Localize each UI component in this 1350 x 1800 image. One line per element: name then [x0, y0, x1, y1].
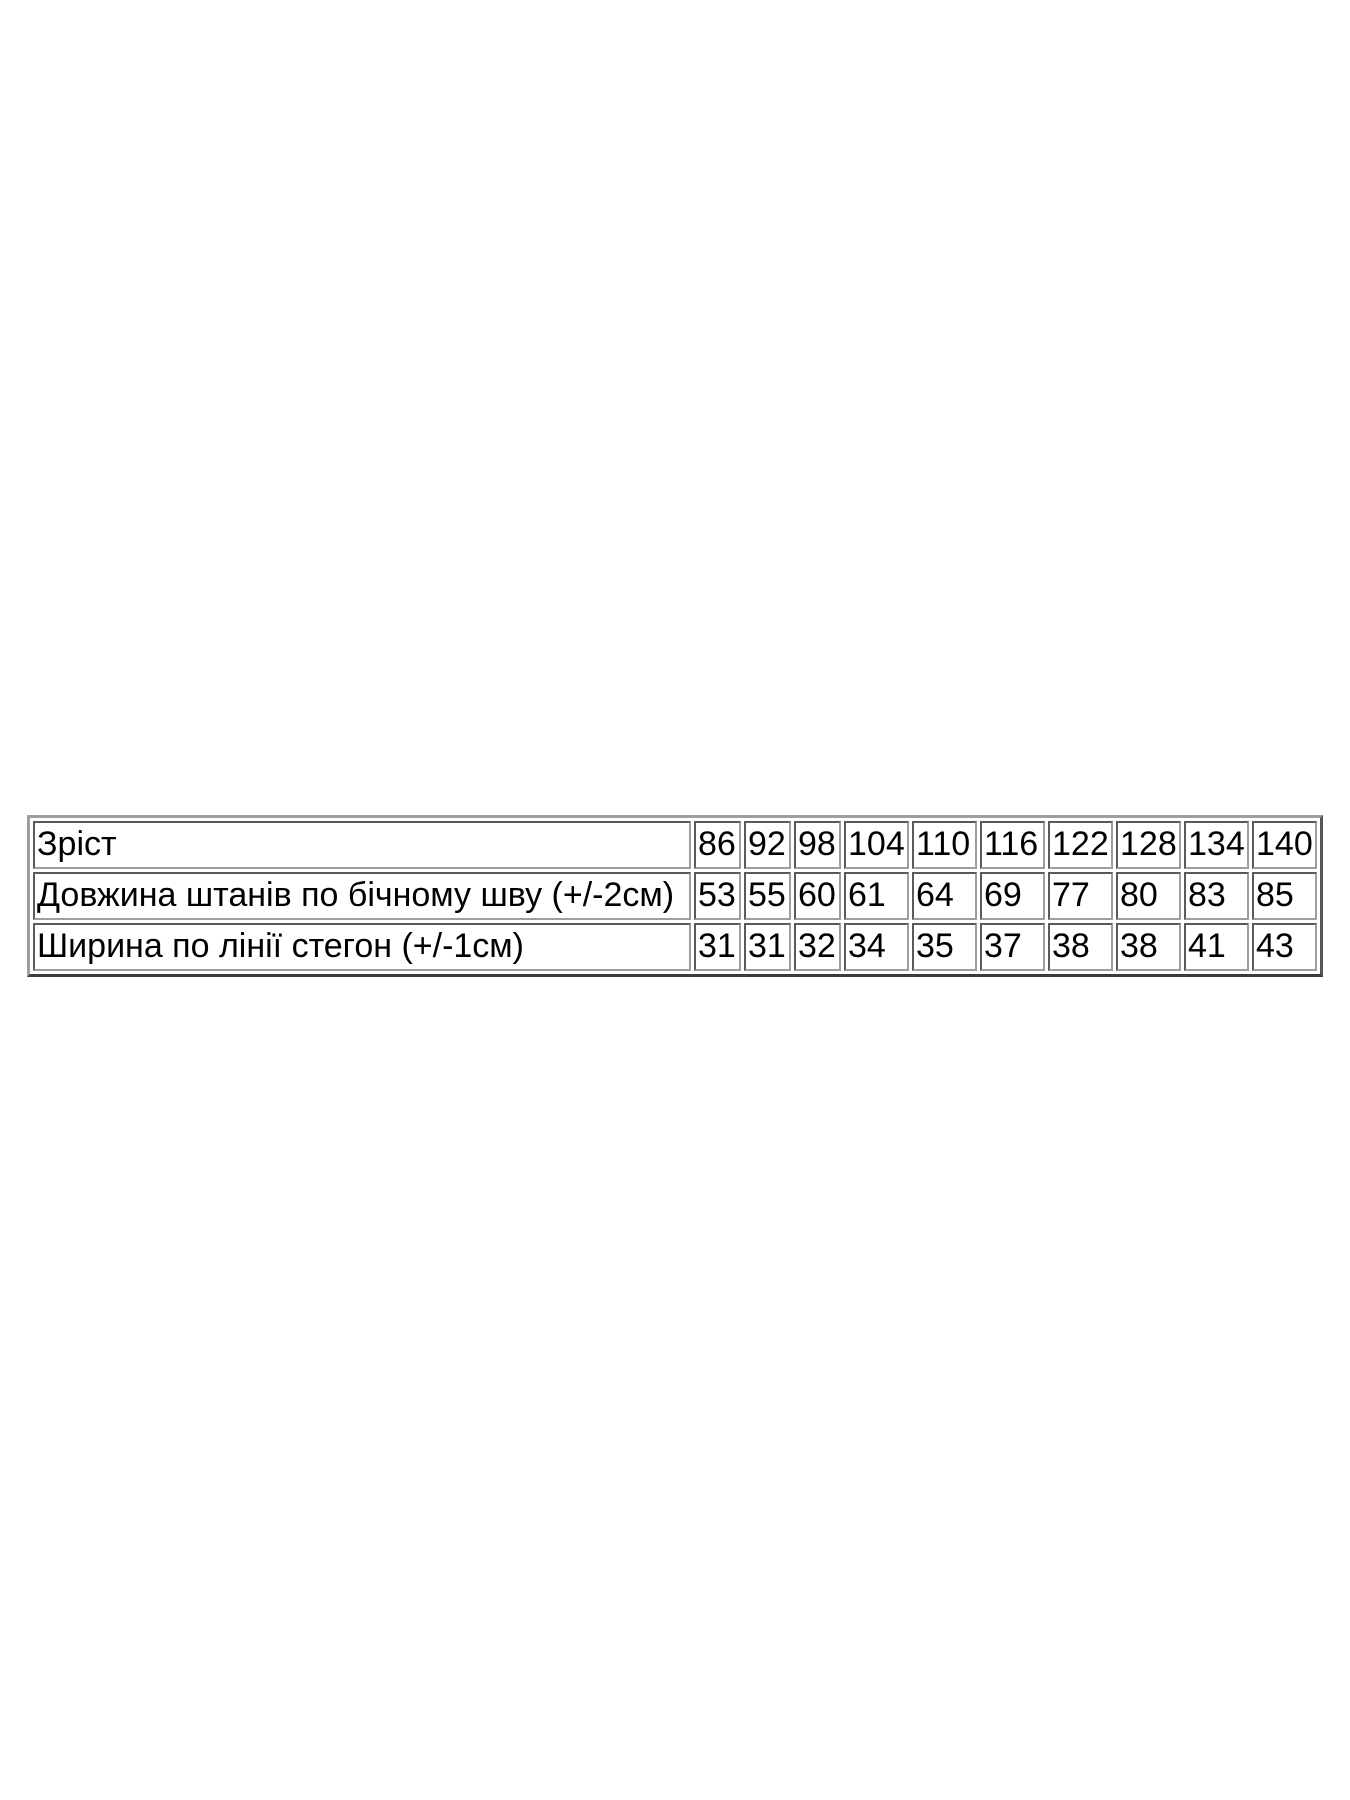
value-cell: 38	[1048, 923, 1113, 971]
value-cell: 69	[980, 872, 1045, 920]
table-row-hip-width	[33, 923, 1317, 971]
row-label: Ширина по лінії стегон (+/-1см)	[33, 923, 691, 971]
value-cell: 85	[1252, 872, 1317, 920]
value-cell: 38	[1116, 923, 1181, 971]
value-cell: 43	[1252, 923, 1317, 971]
size-cell: 134	[1184, 821, 1249, 869]
size-cell: 122	[1048, 821, 1113, 869]
size-cell: 128	[1116, 821, 1181, 869]
table-row-pant-length	[33, 872, 1317, 920]
value-cell: 61	[844, 872, 909, 920]
value-cell: 53	[694, 872, 741, 920]
size-cell: 98	[794, 821, 841, 869]
size-cell: 104	[844, 821, 909, 869]
value-cell: 64	[912, 872, 977, 920]
value-cell: 60	[794, 872, 841, 920]
size-cell: 86	[694, 821, 741, 869]
value-cell: 80	[1116, 872, 1181, 920]
size-cell: 92	[744, 821, 791, 869]
value-cell: 31	[744, 923, 791, 971]
row-label: Зріст	[33, 821, 691, 869]
size-cell: 140	[1252, 821, 1317, 869]
value-cell: 77	[1048, 872, 1113, 920]
value-cell: 83	[1184, 872, 1249, 920]
size-cell: 110	[912, 821, 977, 869]
size-chart-table	[27, 815, 1323, 977]
value-cell: 32	[794, 923, 841, 971]
value-cell: 34	[844, 923, 909, 971]
value-cell: 37	[980, 923, 1045, 971]
value-cell: 55	[744, 872, 791, 920]
size-cell: 116	[980, 821, 1045, 869]
value-cell: 35	[912, 923, 977, 971]
value-cell: 41	[1184, 923, 1249, 971]
table-row-height	[33, 821, 1317, 869]
value-cell: 31	[694, 923, 741, 971]
row-label: Довжина штанів по бічному шву (+/-2см)	[33, 872, 691, 920]
